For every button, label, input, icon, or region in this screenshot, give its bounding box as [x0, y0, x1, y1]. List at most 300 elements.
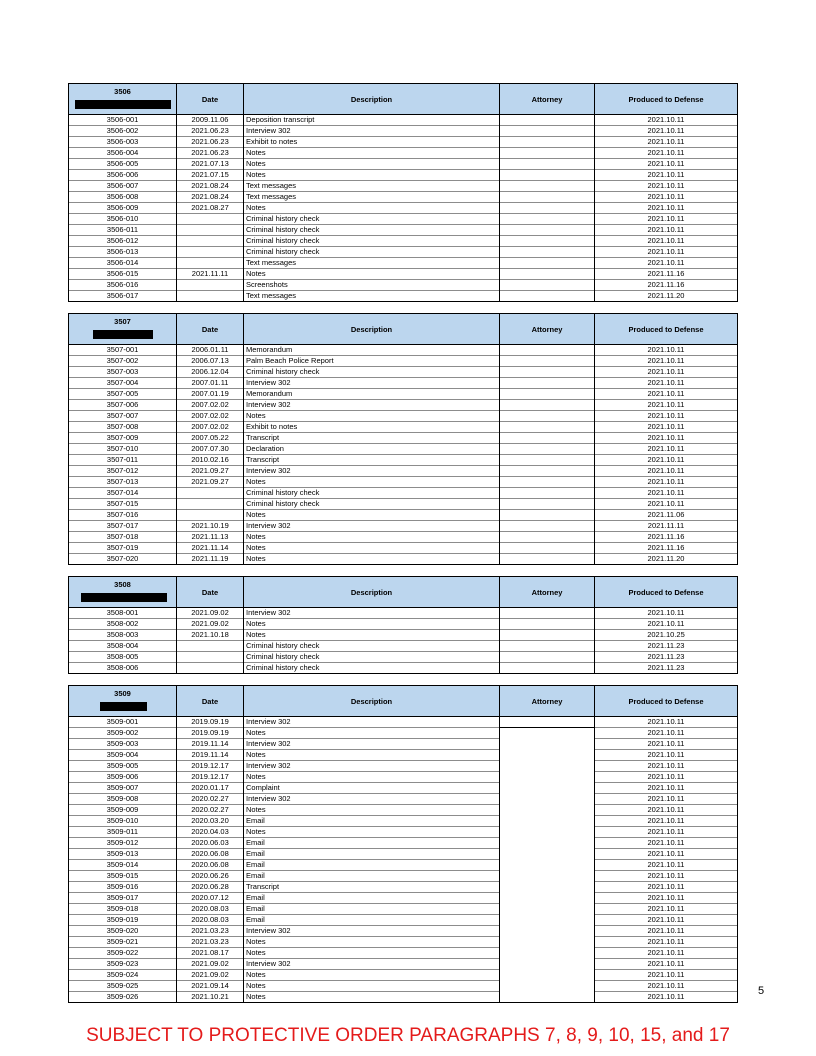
date-cell: 2021.06.23 [177, 137, 244, 148]
witness-document-index [68, 83, 737, 1014]
produced-date-cell: 2021.10.11 [595, 794, 738, 805]
document-id-cell: 3509-005 [69, 761, 177, 772]
attorney-cell [500, 214, 595, 225]
date-cell: 2020.06.08 [177, 849, 244, 860]
date-cell [177, 499, 244, 510]
witness-id: 3507 [114, 317, 131, 326]
date-cell [177, 258, 244, 269]
document-id-cell: 3507-004 [69, 378, 177, 389]
table-row [69, 871, 738, 882]
witness-id-header [69, 84, 177, 115]
produced-date-cell: 2021.11.06 [595, 510, 738, 521]
description-cell: Notes [244, 772, 500, 783]
attorney-cell [500, 532, 595, 543]
description-cell: Notes [244, 805, 500, 816]
table-row [69, 466, 738, 477]
date-cell [177, 291, 244, 302]
document-id-cell: 3506-015 [69, 269, 177, 280]
description-cell: Criminal history check [244, 641, 500, 652]
produced-date-cell: 2021.10.11 [595, 959, 738, 970]
table-row [69, 258, 738, 269]
produced-date-cell: 2021.11.20 [595, 291, 738, 302]
document-id-cell: 3507-006 [69, 400, 177, 411]
produced-to-defense-header: Produced to Defense [595, 314, 738, 345]
produced-date-cell: 2021.10.11 [595, 717, 738, 728]
description-cell: Criminal history check [244, 247, 500, 258]
description-cell: Email [244, 860, 500, 871]
description-cell: Criminal history check [244, 488, 500, 499]
date-cell: 2006.07.13 [177, 356, 244, 367]
table-row [69, 225, 738, 236]
description-cell: Notes [244, 937, 500, 948]
produced-date-cell: 2021.10.11 [595, 378, 738, 389]
description-cell: Notes [244, 269, 500, 280]
table-row [69, 236, 738, 247]
date-cell: 2020.02.27 [177, 794, 244, 805]
date-cell: 2021.08.27 [177, 203, 244, 214]
description-cell: Notes [244, 159, 500, 170]
description-cell: Email [244, 849, 500, 860]
description-cell: Interview 302 [244, 608, 500, 619]
document-id-cell: 3506-017 [69, 291, 177, 302]
document-id-cell: 3509-010 [69, 816, 177, 827]
document-id-cell: 3509-020 [69, 926, 177, 937]
document-id-cell: 3506-004 [69, 148, 177, 159]
attorney-cell [500, 619, 595, 630]
description-cell: Interview 302 [244, 926, 500, 937]
attorney-cell [500, 280, 595, 291]
attorney-cell [500, 269, 595, 280]
document-id-cell: 3509-015 [69, 871, 177, 882]
table-row [69, 772, 738, 783]
date-cell: 2021.11.14 [177, 543, 244, 554]
document-id-cell: 3507-007 [69, 411, 177, 422]
produced-date-cell: 2021.10.11 [595, 455, 738, 466]
redaction-bar [93, 330, 153, 339]
date-cell: 2006.12.04 [177, 367, 244, 378]
attorney-cell [500, 356, 595, 367]
table-row [69, 619, 738, 630]
produced-date-cell: 2021.10.11 [595, 499, 738, 510]
date-cell: 2021.08.24 [177, 192, 244, 203]
document-id-cell: 3509-007 [69, 783, 177, 794]
date-header: Date [177, 84, 244, 115]
produced-date-cell: 2021.10.11 [595, 203, 738, 214]
produced-date-cell: 2021.10.11 [595, 981, 738, 992]
attorney-cell [500, 389, 595, 400]
header-row [69, 84, 738, 115]
produced-date-cell: 2021.10.11 [595, 345, 738, 356]
date-cell: 2021.11.19 [177, 554, 244, 565]
description-cell: Transcript [244, 433, 500, 444]
document-id-cell: 3506-005 [69, 159, 177, 170]
produced-date-cell: 2021.11.16 [595, 532, 738, 543]
document-id-cell: 3508-001 [69, 608, 177, 619]
date-cell: 2021.11.13 [177, 532, 244, 543]
date-cell: 2021.09.14 [177, 981, 244, 992]
document-id-cell: 3506-006 [69, 170, 177, 181]
document-id-cell: 3509-002 [69, 728, 177, 739]
attorney-cell [500, 367, 595, 378]
produced-date-cell: 2021.10.11 [595, 148, 738, 159]
table-row [69, 959, 738, 970]
document-id-cell: 3506-008 [69, 192, 177, 203]
table-row [69, 882, 738, 893]
attorney-cell [500, 258, 595, 269]
attorney-header: Attorney [500, 84, 595, 115]
description-cell: Notes [244, 532, 500, 543]
redaction-bar [81, 593, 167, 602]
description-cell: Interview 302 [244, 761, 500, 772]
witness-id: 3509 [114, 689, 131, 698]
section-table [68, 313, 738, 565]
description-cell: Text messages [244, 291, 500, 302]
table-row [69, 137, 738, 148]
produced-date-cell: 2021.10.11 [595, 225, 738, 236]
produced-date-cell: 2021.10.11 [595, 137, 738, 148]
produced-date-cell: 2021.10.11 [595, 444, 738, 455]
description-cell: Notes [244, 170, 500, 181]
description-cell: Interview 302 [244, 126, 500, 137]
produced-date-cell: 2021.10.11 [595, 816, 738, 827]
table-row [69, 115, 738, 126]
description-cell: Notes [244, 750, 500, 761]
document-id-cell: 3507-008 [69, 422, 177, 433]
description-cell: Notes [244, 203, 500, 214]
document-id-cell: 3507-019 [69, 543, 177, 554]
description-header: Description [244, 577, 500, 608]
produced-date-cell: 2021.10.11 [595, 258, 738, 269]
table-row [69, 794, 738, 805]
date-cell [177, 488, 244, 499]
table-row [69, 663, 738, 674]
attorney-cell [500, 345, 595, 356]
produced-to-defense-header: Produced to Defense [595, 84, 738, 115]
produced-date-cell: 2021.10.11 [595, 970, 738, 981]
description-cell: Notes [244, 148, 500, 159]
table-row [69, 400, 738, 411]
produced-date-cell: 2021.10.11 [595, 411, 738, 422]
attorney-cell [500, 225, 595, 236]
date-cell: 2021.10.21 [177, 992, 244, 1003]
attorney-cell [500, 137, 595, 148]
produced-date-cell: 2021.10.11 [595, 739, 738, 750]
document-id-cell: 3506-012 [69, 236, 177, 247]
document-id-cell: 3506-011 [69, 225, 177, 236]
description-cell: Transcript [244, 455, 500, 466]
attorney-cell [500, 477, 595, 488]
document-id-cell: 3509-024 [69, 970, 177, 981]
table-row [69, 937, 738, 948]
table-row [69, 948, 738, 959]
date-cell: 2019.09.19 [177, 728, 244, 739]
produced-date-cell: 2021.11.20 [595, 554, 738, 565]
table-row [69, 728, 738, 739]
attorney-header: Attorney [500, 686, 595, 717]
date-cell: 2006.01.11 [177, 345, 244, 356]
witness-id: 3508 [114, 580, 131, 589]
attorney-cell [500, 192, 595, 203]
table-row [69, 739, 738, 750]
document-id-cell: 3507-013 [69, 477, 177, 488]
attorney-cell [500, 115, 595, 126]
table-row [69, 970, 738, 981]
date-cell [177, 510, 244, 521]
date-cell [177, 247, 244, 258]
description-cell: Complaint [244, 783, 500, 794]
document-id-cell: 3509-023 [69, 959, 177, 970]
attorney-cell [500, 126, 595, 137]
page-number: 5 [758, 985, 765, 997]
table-row [69, 783, 738, 794]
date-cell: 2020.08.03 [177, 904, 244, 915]
table-row [69, 915, 738, 926]
header-row [69, 314, 738, 345]
document-id-cell: 3507-015 [69, 499, 177, 510]
table-row [69, 367, 738, 378]
date-cell: 2021.07.13 [177, 159, 244, 170]
date-cell: 2021.09.02 [177, 619, 244, 630]
date-cell: 2021.09.27 [177, 477, 244, 488]
attorney-cell [500, 521, 595, 532]
attorney-cell [500, 543, 595, 554]
description-cell: Palm Beach Police Report [244, 356, 500, 367]
table-row [69, 532, 738, 543]
produced-date-cell: 2021.11.23 [595, 663, 738, 674]
document-id-cell: 3509-022 [69, 948, 177, 959]
document-id-cell: 3506-016 [69, 280, 177, 291]
date-cell: 2007.02.02 [177, 422, 244, 433]
table-row [69, 860, 738, 871]
date-cell: 2007.07.30 [177, 444, 244, 455]
document-id-cell: 3509-014 [69, 860, 177, 871]
attorney-cell [500, 554, 595, 565]
produced-date-cell: 2021.10.11 [595, 356, 738, 367]
attorney-cell [500, 466, 595, 477]
date-cell: 2019.12.17 [177, 761, 244, 772]
produced-date-cell: 2021.10.11 [595, 827, 738, 838]
date-cell: 2021.08.24 [177, 181, 244, 192]
produced-date-cell: 2021.10.11 [595, 608, 738, 619]
table-row [69, 904, 738, 915]
table-row [69, 981, 738, 992]
description-cell: Notes [244, 543, 500, 554]
produced-date-cell: 2021.11.11 [595, 521, 738, 532]
date-cell [177, 652, 244, 663]
table-row [69, 554, 738, 565]
description-cell: Interview 302 [244, 521, 500, 532]
description-cell: Interview 302 [244, 794, 500, 805]
document-id-cell: 3507-002 [69, 356, 177, 367]
redaction-bar [75, 100, 171, 109]
produced-date-cell: 2021.10.11 [595, 433, 738, 444]
produced-date-cell: 2021.10.11 [595, 192, 738, 203]
table-row [69, 269, 738, 280]
document-id-cell: 3507-018 [69, 532, 177, 543]
document-id-cell: 3508-006 [69, 663, 177, 674]
witness-id-header [69, 314, 177, 345]
table-row [69, 488, 738, 499]
produced-date-cell: 2021.10.11 [595, 761, 738, 772]
attorney-cell [500, 433, 595, 444]
description-cell: Notes [244, 510, 500, 521]
produced-to-defense-header: Produced to Defense [595, 577, 738, 608]
section-table [68, 685, 738, 1003]
table-row [69, 926, 738, 937]
description-cell: Criminal history check [244, 652, 500, 663]
produced-date-cell: 2021.10.11 [595, 805, 738, 816]
produced-date-cell: 2021.10.11 [595, 772, 738, 783]
document-id-cell: 3509-001 [69, 717, 177, 728]
section-table [68, 83, 738, 302]
date-cell: 2007.01.19 [177, 389, 244, 400]
table-row [69, 159, 738, 170]
attorney-cell [500, 148, 595, 159]
attorney-cell [500, 378, 595, 389]
description-cell: Interview 302 [244, 959, 500, 970]
description-cell: Notes [244, 827, 500, 838]
document-id-cell: 3508-002 [69, 619, 177, 630]
produced-date-cell: 2021.10.11 [595, 948, 738, 959]
document-id-cell: 3509-009 [69, 805, 177, 816]
document-id-cell: 3506-010 [69, 214, 177, 225]
document-id-cell: 3509-017 [69, 893, 177, 904]
produced-date-cell: 2021.10.25 [595, 630, 738, 641]
document-id-cell: 3506-014 [69, 258, 177, 269]
attorney-cell [500, 499, 595, 510]
produced-date-cell: 2021.10.11 [595, 247, 738, 258]
date-cell: 2020.07.12 [177, 893, 244, 904]
document-id-cell: 3507-016 [69, 510, 177, 521]
produced-date-cell: 2021.10.11 [595, 904, 738, 915]
description-cell: Criminal history check [244, 214, 500, 225]
date-cell: 2019.09.19 [177, 717, 244, 728]
produced-date-cell: 2021.10.11 [595, 783, 738, 794]
description-cell: Interview 302 [244, 739, 500, 750]
date-cell: 2021.11.11 [177, 269, 244, 280]
date-cell: 2021.06.23 [177, 126, 244, 137]
table-row [69, 608, 738, 619]
attorney-cell [500, 444, 595, 455]
description-header: Description [244, 84, 500, 115]
description-cell: Exhibit to notes [244, 422, 500, 433]
document-id-cell: 3509-012 [69, 838, 177, 849]
description-cell: Interview 302 [244, 466, 500, 477]
document-id-cell: 3509-019 [69, 915, 177, 926]
date-cell: 2021.07.15 [177, 170, 244, 181]
produced-date-cell: 2021.10.11 [595, 860, 738, 871]
document-id-cell: 3506-013 [69, 247, 177, 258]
attorney-cell [500, 181, 595, 192]
attorney-cell [500, 717, 595, 728]
description-cell: Notes [244, 728, 500, 739]
attorney-cell [500, 400, 595, 411]
produced-date-cell: 2021.10.11 [595, 992, 738, 1003]
document-id-cell: 3509-004 [69, 750, 177, 761]
date-cell: 2020.06.08 [177, 860, 244, 871]
table-row [69, 827, 738, 838]
table-row [69, 378, 738, 389]
table-row [69, 477, 738, 488]
date-cell: 2021.09.27 [177, 466, 244, 477]
attorney-cell [500, 291, 595, 302]
table-row [69, 750, 738, 761]
document-id-cell: 3507-017 [69, 521, 177, 532]
date-cell: 2007.05.22 [177, 433, 244, 444]
table-row [69, 499, 738, 510]
date-header: Date [177, 577, 244, 608]
produced-date-cell: 2021.10.11 [595, 750, 738, 761]
description-cell: Email [244, 816, 500, 827]
date-cell: 2020.03.20 [177, 816, 244, 827]
description-cell: Notes [244, 477, 500, 488]
produced-date-cell: 2021.10.11 [595, 926, 738, 937]
produced-date-cell: 2021.10.11 [595, 893, 738, 904]
date-cell: 2021.10.19 [177, 521, 244, 532]
date-cell: 2021.09.02 [177, 970, 244, 981]
table-row [69, 411, 738, 422]
document-id-cell: 3506-007 [69, 181, 177, 192]
table-row [69, 433, 738, 444]
produced-date-cell: 2021.10.11 [595, 159, 738, 170]
date-cell: 2010.02.16 [177, 455, 244, 466]
table-row [69, 280, 738, 291]
table-row [69, 652, 738, 663]
table-row [69, 444, 738, 455]
document-id-cell: 3506-002 [69, 126, 177, 137]
table-row [69, 816, 738, 827]
description-cell: Criminal history check [244, 236, 500, 247]
date-cell: 2021.10.18 [177, 630, 244, 641]
date-cell [177, 236, 244, 247]
produced-date-cell: 2021.10.11 [595, 477, 738, 488]
attorney-cell [500, 170, 595, 181]
table-row [69, 345, 738, 356]
description-cell: Email [244, 893, 500, 904]
produced-date-cell: 2021.10.11 [595, 367, 738, 378]
section-table [68, 576, 738, 674]
produced-date-cell: 2021.10.11 [595, 389, 738, 400]
produced-date-cell: 2021.11.16 [595, 269, 738, 280]
description-cell: Email [244, 838, 500, 849]
attorney-cell [500, 641, 595, 652]
description-cell: Notes [244, 411, 500, 422]
table-row [69, 838, 738, 849]
document-id-cell: 3507-012 [69, 466, 177, 477]
description-cell: Criminal history check [244, 367, 500, 378]
description-cell: Text messages [244, 258, 500, 269]
table-row [69, 992, 738, 1003]
date-cell: 2019.11.14 [177, 750, 244, 761]
table-row [69, 203, 738, 214]
produced-date-cell: 2021.11.16 [595, 543, 738, 554]
description-cell: Interview 302 [244, 378, 500, 389]
table-row [69, 356, 738, 367]
produced-to-defense-header: Produced to Defense [595, 686, 738, 717]
attorney-cell [500, 663, 595, 674]
description-cell: Email [244, 904, 500, 915]
description-cell: Interview 302 [244, 717, 500, 728]
protective-order-footer: SUBJECT TO PROTECTIVE ORDER PARAGRAPHS 7, 8, 9, 10, 15, and 17 [86, 1025, 730, 1046]
document-id-cell: 3509-008 [69, 794, 177, 805]
produced-date-cell: 2021.10.11 [595, 466, 738, 477]
date-cell: 2021.03.23 [177, 937, 244, 948]
description-cell: Screenshots [244, 280, 500, 291]
date-cell: 2020.06.26 [177, 871, 244, 882]
table-row [69, 148, 738, 159]
document-id-cell: 3509-016 [69, 882, 177, 893]
document-id-cell: 3509-003 [69, 739, 177, 750]
